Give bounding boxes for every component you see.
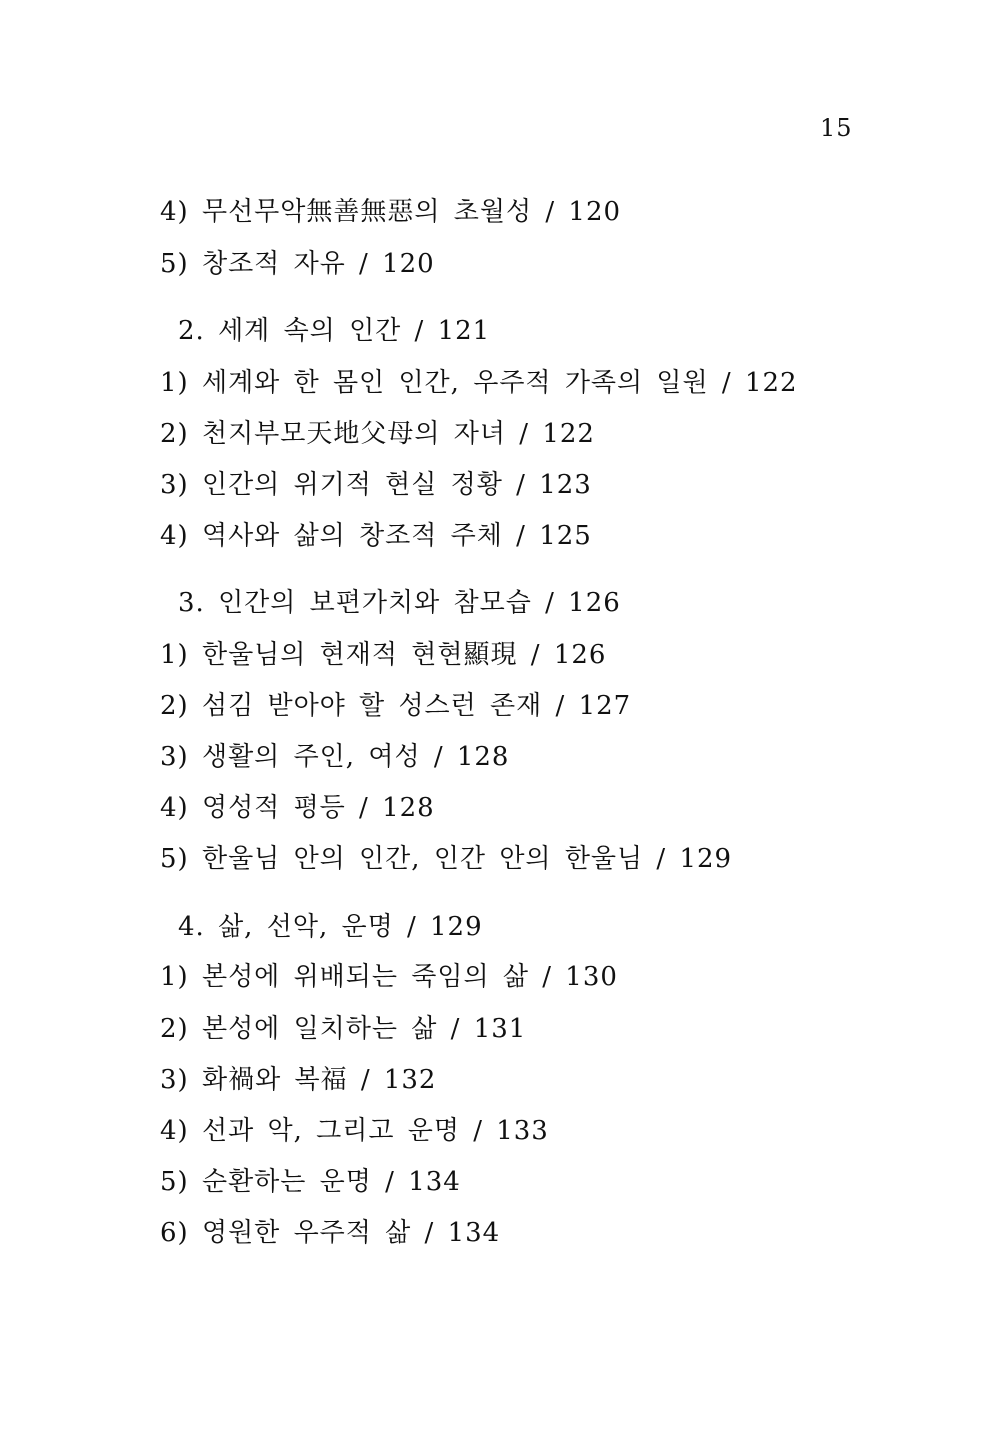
toc-entry: 3) 화禍와 복福 / 132: [160, 1065, 437, 1095]
toc-entry: 6) 영원한 우주적 삶 / 134: [160, 1218, 501, 1248]
toc-entry: 4) 무선무악無善無惡의 초월성 / 120: [160, 197, 622, 227]
toc-section-heading: 4. 삶, 선악, 운명 / 129: [178, 912, 483, 942]
toc-section-heading: 3. 인간의 보편가치와 참모습 / 126: [178, 588, 621, 618]
toc-entry: 5) 창조적 자유 / 120: [160, 249, 435, 279]
toc-entry: 4) 선과 악, 그리고 운명 / 133: [160, 1116, 549, 1146]
toc-entry: 3) 인간의 위기적 현실 정황 / 123: [160, 470, 592, 500]
toc-entry: 2) 본성에 일치하는 삶 / 131: [160, 1014, 527, 1044]
toc-section-heading: 2. 세계 속의 인간 / 121: [178, 316, 491, 346]
toc-entry: 2) 천지부모天地父母의 자녀 / 122: [160, 419, 595, 449]
toc-entry: 4) 영성적 평등 / 128: [160, 793, 435, 823]
toc-entry: 2) 섬김 받아야 할 성스런 존재 / 127: [160, 691, 632, 721]
toc-entry: 1) 한울님의 현재적 현현顯現 / 126: [160, 640, 607, 670]
page-number: 15: [820, 114, 853, 142]
toc-entry: 5) 한울님 안의 인간, 인간 안의 한울님 / 129: [160, 844, 733, 874]
toc-entry: 1) 본성에 위배되는 죽임의 삶 / 130: [160, 962, 618, 992]
toc-entry: 3) 생활의 주인, 여성 / 128: [160, 742, 510, 772]
toc-entry: 4) 역사와 삶의 창조적 주체 / 125: [160, 521, 592, 551]
toc-entry: 5) 순환하는 운명 / 134: [160, 1167, 461, 1197]
toc-entry: 1) 세계와 한 몸인 인간, 우주적 가족의 일원 / 122: [160, 368, 798, 398]
